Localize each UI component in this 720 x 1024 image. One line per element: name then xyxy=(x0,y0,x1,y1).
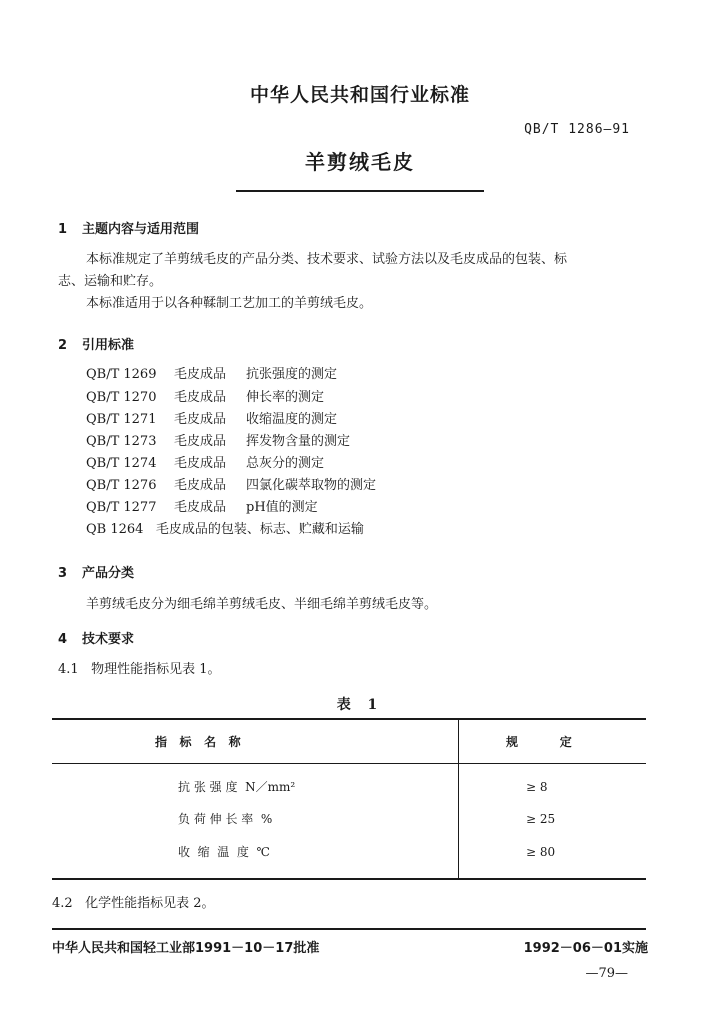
reference-category: 毛皮成品 xyxy=(174,456,227,471)
table-bottom-rule xyxy=(52,878,646,880)
section-3-number: 3 xyxy=(58,566,68,581)
reference-category: 毛皮成品 xyxy=(174,478,227,493)
section-1-title: 主题内容与适用范围 xyxy=(82,222,200,237)
section-1-number: 1 xyxy=(58,222,68,237)
approval-line: 中华人民共和国轻工业部1991－10－17批准 xyxy=(52,941,320,956)
reference-title: 挥发物含量的测定 xyxy=(246,434,351,449)
section-2-title: 引用标准 xyxy=(82,338,135,353)
reference-item xyxy=(86,386,324,405)
reference-title: 总灰分的测定 xyxy=(246,456,325,471)
reference-code: QB/T 1270 xyxy=(86,390,157,405)
section-4-title: 技术要求 xyxy=(82,632,135,647)
section-3-heading xyxy=(58,562,134,581)
table-header-requirement: 规 定 xyxy=(506,735,572,749)
reference-item xyxy=(86,452,324,471)
reference-code: QB/T 1274 xyxy=(86,456,157,471)
reference-code: QB/T 1269 xyxy=(86,367,157,382)
reference-item-last: QB 1264 毛皮成品的包装、标志、贮藏和运输 xyxy=(86,522,364,537)
table-row-value: ≥ 80 xyxy=(526,845,556,859)
footer-rule xyxy=(52,928,646,930)
reference-code: QB/T 1273 xyxy=(86,434,157,449)
section-4-heading xyxy=(58,628,134,647)
section-1-para1-line2: 志、运输和贮存。 xyxy=(58,274,163,289)
standard-category-title: 中华人民共和国行业标准 xyxy=(249,84,470,106)
subsection-4-1: 4.1 物理性能指标见表 1。 xyxy=(58,662,221,677)
reference-category: 毛皮成品 xyxy=(174,434,227,449)
reference-code: QB/T 1271 xyxy=(86,412,157,427)
reference-category: 毛皮成品 xyxy=(174,390,227,405)
table-column-divider xyxy=(458,719,459,879)
section-2-number: 2 xyxy=(58,338,68,353)
reference-item xyxy=(86,430,350,449)
reference-item xyxy=(86,496,318,515)
reference-title: 四氯化碳萃取物的测定 xyxy=(246,478,377,493)
reference-title: 伸长率的测定 xyxy=(246,390,325,405)
reference-item xyxy=(86,363,337,382)
table-row-name: 抗 张 强 度 N／mm² xyxy=(178,780,296,794)
section-1-heading xyxy=(58,218,199,237)
reference-title: pH值的测定 xyxy=(246,500,318,515)
subsection-4-2: 4.2 化学性能指标见表 2。 xyxy=(52,896,215,911)
table-1-title: 表 1 xyxy=(336,697,384,713)
section-1-para2: 本标准适用于以各种鞣制工艺加工的羊剪绒毛皮。 xyxy=(86,296,373,311)
standard-number: QB/T 1286—91 xyxy=(524,122,630,137)
reference-title: 收缩温度的测定 xyxy=(246,412,338,427)
section-3-title: 产品分类 xyxy=(82,566,135,581)
reference-item xyxy=(86,408,337,427)
table-row-value: ≥ 25 xyxy=(526,812,556,826)
table-header-rule xyxy=(52,763,646,764)
section-4-number: 4 xyxy=(58,632,68,647)
title-underline xyxy=(236,190,484,192)
page-number: —79— xyxy=(585,966,628,981)
table-top-rule xyxy=(52,718,646,720)
section-3-para: 羊剪绒毛皮分为细毛绵羊剪绒毛皮、半细毛绵羊剪绒毛皮等。 xyxy=(86,597,438,612)
table-header-name: 指 标 名 称 xyxy=(155,735,241,749)
reference-title: 抗张强度的测定 xyxy=(246,367,338,382)
reference-code: QB/T 1277 xyxy=(86,500,157,515)
document-title: 羊剪绒毛皮 xyxy=(305,150,415,174)
reference-item xyxy=(86,474,376,493)
table-row-name: 负 荷 伸 长 率 % xyxy=(178,812,273,826)
section-2-heading xyxy=(58,334,134,353)
section-1-para1-line1: 本标准规定了羊剪绒毛皮的产品分类、技术要求、试验方法以及毛皮成品的包装、标 xyxy=(86,252,568,267)
reference-code: QB/T 1276 xyxy=(86,478,157,493)
table-row-value: ≥ 8 xyxy=(526,780,548,794)
reference-category: 毛皮成品 xyxy=(174,412,227,427)
reference-category: 毛皮成品 xyxy=(174,367,227,382)
reference-category: 毛皮成品 xyxy=(174,500,227,515)
table-row-name: 收 缩 温 度 ℃ xyxy=(178,845,270,859)
effective-date: 1992－06－01实施 xyxy=(523,941,648,956)
